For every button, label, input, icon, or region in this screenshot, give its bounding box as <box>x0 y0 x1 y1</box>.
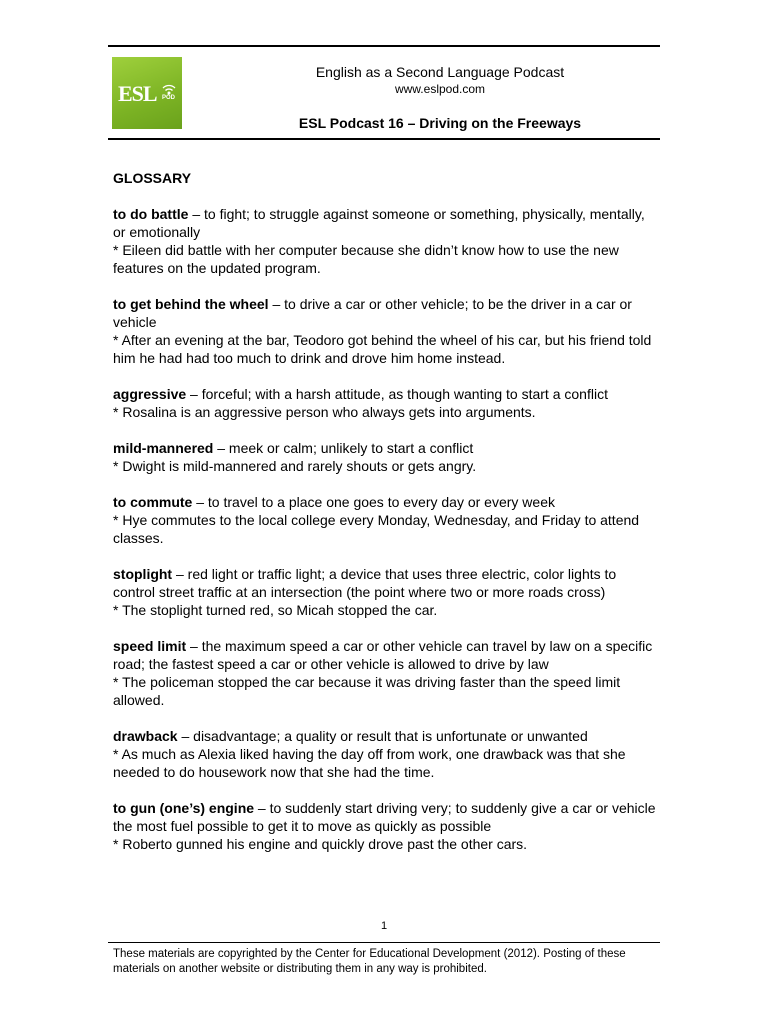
episode-title: ESL Podcast 16 – Driving on the Freeways <box>298 115 582 131</box>
copyright-footer: These materials are copyrighted by the Center for Educational Development (2012). Posting of these materials on another website or distributing them in any way is prohibited. <box>113 948 626 975</box>
entry-example: * Rosalina is an aggressive person who always gets into arguments. <box>113 404 536 420</box>
podcast-wave-icon <box>162 83 176 103</box>
entry-definition-line <box>113 439 658 457</box>
entry-definition: – to suddenly start driving very; to suddenly give a car or vehicle the most fuel possible to get it to move as quickly as possible <box>113 800 656 834</box>
entry-example: * After an evening at the bar, Teodoro got behind the wheel of his car, but his friend told him he had had too much to drink and drove him home instead. <box>113 332 652 366</box>
header-top-rule <box>108 45 660 47</box>
entry-example: * The stoplight turned red, so Micah stopped the car. <box>113 602 438 618</box>
entry-definition-line <box>113 385 658 403</box>
entry-term: drawback <box>113 728 178 744</box>
entry-term: aggressive <box>113 386 187 402</box>
entry-definition-line <box>113 799 658 835</box>
entry-definition: – to travel to a place one goes to every day or every week <box>192 494 555 510</box>
entry-definition: – forceful; with a harsh attitude, as though wanting to start a conflict <box>186 386 608 402</box>
eslpod-logo <box>112 57 182 129</box>
glossary-content <box>113 169 658 871</box>
entry-term: mild-mannered <box>113 440 214 456</box>
glossary-entry <box>113 493 658 547</box>
entry-term: to commute <box>113 494 193 510</box>
entry-term: to gun (one’s) engine <box>113 800 255 816</box>
entry-definition-line <box>113 295 658 331</box>
entry-term: to get behind the wheel <box>113 296 269 312</box>
entry-example: * Eileen did battle with her computer because she didn’t know how to use the new features on the updated program. <box>113 242 619 276</box>
entry-term: speed limit <box>113 638 187 654</box>
page-number: 1 <box>380 920 388 932</box>
glossary-entry <box>113 439 658 475</box>
entry-term: stoplight <box>113 566 173 582</box>
entry-definition-line <box>113 565 658 601</box>
site-url: www.eslpod.com <box>394 82 486 96</box>
glossary-entry <box>113 205 658 277</box>
entry-example: * As much as Alexia liked having the day off from work, one drawback was that she needed to do housework now that she had the time. <box>113 746 626 780</box>
entry-definition: – to fight; to struggle against someone or something, physically, mentally, or emotionally <box>113 206 645 240</box>
entry-definition: – meek or calm; unlikely to start a conflict <box>213 440 474 456</box>
glossary-entry <box>113 637 658 709</box>
entry-example: * Hye commutes to the local college every Monday, Wednesday, and Friday to attend classes. <box>113 512 640 546</box>
entry-definition: – the maximum speed a car or other vehicle can travel by law on a specific road; the fastest speed a car or other vehicle is allowed to drive by law <box>113 638 653 672</box>
entry-definition: – disadvantage; a quality or result that is unfortunate or unwanted <box>177 728 588 744</box>
site-name: English as a Second Language Podcast <box>315 64 565 80</box>
glossary-entry <box>113 799 658 853</box>
header-bottom-rule <box>108 138 660 140</box>
glossary-entry <box>113 295 658 367</box>
logo-text: ESL <box>118 81 157 106</box>
entry-example: * Dwight is mild-mannered and rarely shouts or gets angry. <box>113 458 477 474</box>
glossary-entry <box>113 727 658 781</box>
entry-definition-line <box>113 727 658 745</box>
logo-badge-text: POD <box>162 95 176 101</box>
entry-definition-line <box>113 493 658 511</box>
entry-definition-line <box>113 637 658 673</box>
entry-definition: – red light or traffic light; a device that uses three electric, color lights to control street traffic at an intersection (the point where two or more roads cross) <box>113 566 617 600</box>
section-title: GLOSSARY <box>113 170 192 186</box>
glossary-entry <box>113 565 658 619</box>
entry-definition: – to drive a car or other vehicle; to be the driver in a car or vehicle <box>113 296 632 330</box>
glossary-entry <box>113 385 658 421</box>
entry-definition-line <box>113 205 658 241</box>
entry-example: * Roberto gunned his engine and quickly drove past the other cars. <box>113 836 528 852</box>
entry-term: to do battle <box>113 206 189 222</box>
footer-rule <box>108 942 660 943</box>
entry-example: * The policeman stopped the car because it was driving faster than the speed limit allowed. <box>113 674 621 708</box>
